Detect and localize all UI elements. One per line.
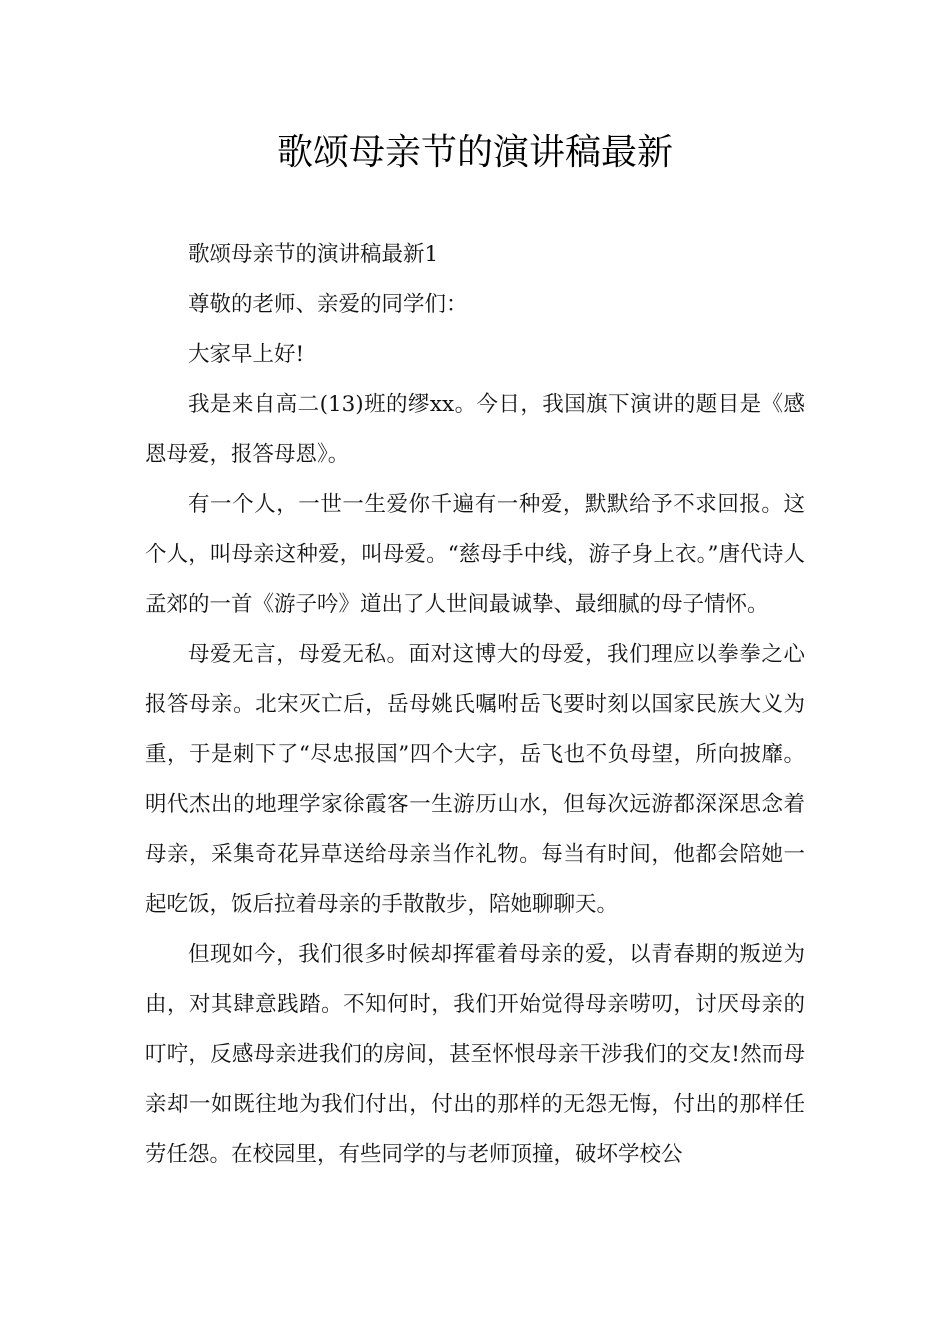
paragraph-introduction: 我是来自高二(13)班的缪xx。今日，我国旗下演讲的题目是《感恩母爱，报答母恩》。 [145, 392, 805, 467]
paragraph-body: 但现如今，我们很多时候却挥霍着母亲的爱，以青春期的叛逆为由，对其肆意践踏。不知何时，我们开始觉得母亲唠叨，讨厌母亲的叮咛，反感母亲进我们的房间，甚至怀恨母亲干涉我们的交友!然而母亲却一如既往地为我们付出，付出的那样的无怨无悔，付出的那样任劳任怨。在校园里，有些同学的与老师顶撞，破坏学校公 [145, 942, 805, 1167]
document-body [145, 230, 805, 1180]
paragraph-greeting: 大家早上好! [188, 342, 305, 367]
paragraph-body: 母爱无言，母爱无私。面对这博大的母爱，我们理应以拳拳之心报答母亲。北宋灭亡后，岳母姚氏嘱咐岳飞要时刻以国家民族大义为重，于是刺下了“尽忠报国”四个大字，岳飞也不负母望，所向披靡。明代杰出的地理学家徐霞客一生游历山水，但每次远游都深深思念着母亲，采集奇花异草送给母亲当作礼物。每当有时间，他都会陪她一起吃饭，饭后拉着母亲的手散散步，陪她聊聊天。 [145, 642, 805, 917]
paragraph-body: 有一个人，一世一生爱你千遍有一种爱，默默给予不求回报。这个人，叫母亲这种爱，叫母爱。“慈母手中线，游子身上衣。”唐代诗人孟郊的一首《游子吟》道出了人世间最诚挚、最细腻的母子情怀。 [145, 492, 805, 617]
paragraph-heading: 歌颂母亲节的演讲稿最新1 [188, 242, 439, 267]
paragraph-salutation: 尊敬的老师、亲爱的同学们： [188, 292, 468, 317]
document-title: 歌颂母亲节的演讲稿最新 [276, 132, 673, 173]
